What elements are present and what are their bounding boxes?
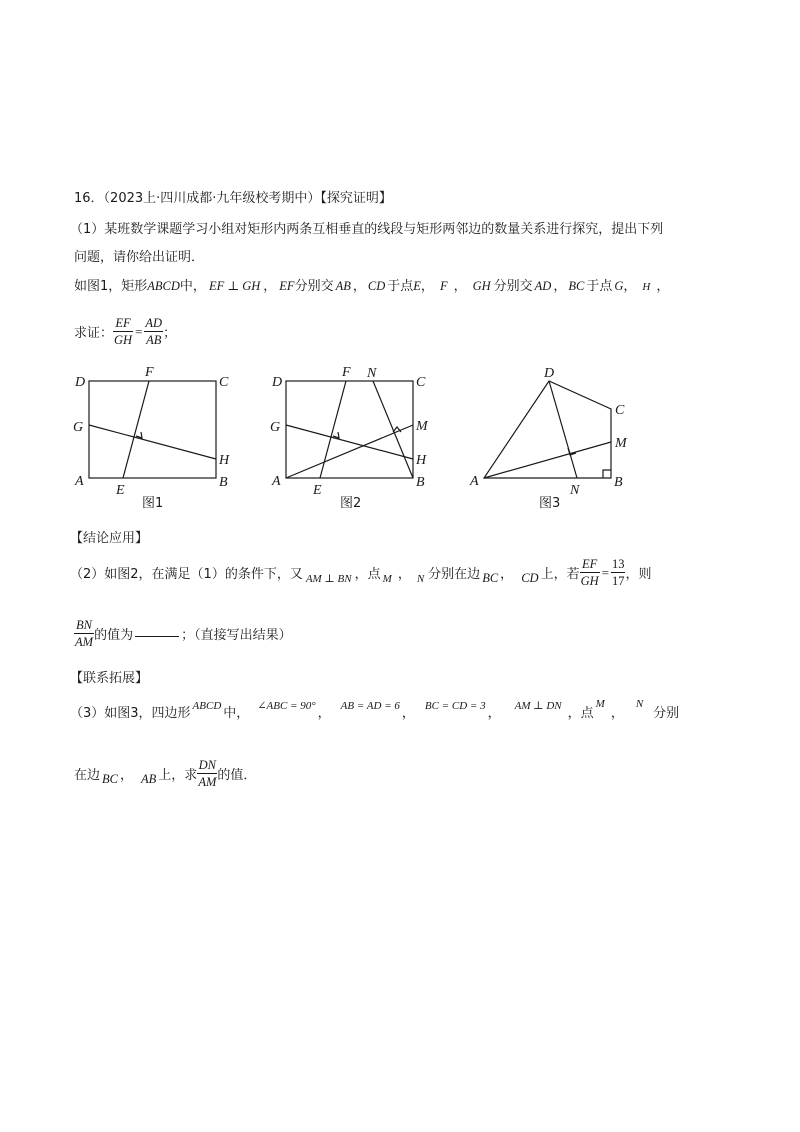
text: ， bbox=[487, 706, 501, 721]
fraction-dn-am bbox=[197, 758, 217, 789]
text: 分别交 bbox=[493, 279, 533, 294]
text: ， bbox=[401, 706, 415, 721]
text: 于点 bbox=[387, 279, 414, 294]
math-am-perp-dn: AM ⊥ DN bbox=[514, 700, 562, 712]
text: ， bbox=[397, 567, 411, 582]
text: ，点 bbox=[354, 567, 381, 582]
fraction-numerator: 13 bbox=[611, 557, 625, 571]
fig1-caption: 图1 bbox=[142, 496, 164, 511]
figure-1 bbox=[89, 381, 216, 478]
fig2-label-f: F bbox=[342, 365, 351, 380]
text: ， bbox=[420, 279, 434, 294]
math-abcd: ABCD bbox=[192, 700, 222, 712]
math-ab: AB bbox=[141, 772, 157, 786]
fig1-segment-ef bbox=[123, 381, 149, 478]
fraction-13-17 bbox=[611, 557, 626, 588]
part3-line1 bbox=[70, 698, 679, 721]
text: 上，求 bbox=[158, 768, 198, 783]
fig2-label-n: N bbox=[367, 366, 377, 381]
math-n: N bbox=[416, 573, 425, 585]
text: 中， bbox=[179, 279, 206, 294]
math-cd: CD bbox=[367, 279, 386, 293]
text: ， bbox=[500, 567, 514, 582]
math-gh: GH bbox=[472, 279, 491, 293]
text: ； bbox=[163, 326, 177, 341]
text: 上，若 bbox=[540, 567, 580, 582]
text: ， bbox=[120, 768, 134, 783]
fig1-label-a: A bbox=[75, 474, 84, 489]
math-ef-perp-gh: EF ⊥ GH bbox=[208, 279, 261, 293]
section-heading-extend: 【联系拓展】 bbox=[70, 671, 149, 686]
fig2-label-a: A bbox=[272, 474, 281, 489]
part3-line2 bbox=[74, 758, 256, 789]
fraction-denominator: GH bbox=[114, 333, 133, 347]
fig3-right-angle-mark-b bbox=[603, 470, 611, 478]
text: ， bbox=[352, 279, 366, 294]
fig3-segment-am bbox=[484, 442, 611, 478]
math-h: H bbox=[642, 281, 651, 293]
math-ab: AB bbox=[335, 279, 351, 293]
fraction-numerator: BN bbox=[74, 618, 94, 634]
fraction-bn-am bbox=[74, 618, 94, 649]
figure-2 bbox=[286, 381, 413, 478]
math-e: E bbox=[413, 279, 421, 293]
part1-intro-line2: 问题，请你给出证明． bbox=[74, 250, 205, 265]
fraction-denominator: AM bbox=[75, 635, 94, 649]
fig2-label-d: D bbox=[272, 375, 283, 390]
fig3-segment-dn bbox=[549, 381, 577, 478]
text: ；（直接写出结果） bbox=[181, 628, 292, 643]
text: ，点 bbox=[567, 706, 594, 721]
fig1-label-f: F bbox=[145, 365, 154, 380]
fig2-segment-bn bbox=[373, 381, 413, 478]
text: 分别 bbox=[653, 706, 680, 721]
fraction-numerator: DN bbox=[198, 758, 217, 772]
math-n: N bbox=[635, 698, 644, 710]
fraction-ef-gh bbox=[580, 557, 600, 588]
fig2-segment-ef bbox=[320, 381, 346, 478]
text: ， bbox=[263, 279, 277, 294]
math-ab-ad: AB = AD = 6 bbox=[340, 700, 400, 712]
problem-source: （2023上·四川成都·九年级校考期中） bbox=[103, 191, 321, 206]
part2-line1 bbox=[70, 557, 652, 588]
fig3-caption: 图3 bbox=[539, 496, 561, 511]
fraction-denominator: AM bbox=[198, 775, 217, 789]
fraction-numerator: EF bbox=[113, 316, 133, 332]
math-bc-cd: BC = CD = 3 bbox=[424, 700, 486, 712]
math-angle-abc: ∠ABC = 90° bbox=[257, 700, 316, 712]
math-am-perp-bn: AM ⊥ BN bbox=[305, 573, 352, 585]
text: ， bbox=[610, 706, 624, 721]
fig2-right-angle-mark-1 bbox=[333, 432, 339, 438]
text: （2）如图2，在满足（1）的条件下，又 bbox=[70, 567, 303, 582]
text: 的值． bbox=[217, 768, 257, 783]
fig1-label-e: E bbox=[116, 483, 125, 498]
fig3-label-d: D bbox=[544, 366, 555, 381]
fig2-label-e: E bbox=[313, 483, 322, 498]
math-bc: BC bbox=[482, 571, 499, 585]
fig1-label-h: H bbox=[219, 453, 230, 468]
fig1-label-b: B bbox=[219, 475, 228, 490]
text: 在边 bbox=[74, 768, 101, 783]
section-heading-apply: 【结论应用】 bbox=[70, 531, 149, 546]
fig3-label-m: M bbox=[615, 436, 627, 451]
fig2-label-h: H bbox=[416, 453, 427, 468]
text: 中， bbox=[223, 706, 250, 721]
fig3-label-b: B bbox=[614, 475, 623, 490]
text: （3）如图3，四边形 bbox=[70, 706, 191, 721]
text: 分别交 bbox=[294, 279, 334, 294]
text: ， bbox=[656, 279, 670, 294]
fig2-caption: 图2 bbox=[340, 496, 362, 511]
math-m: M bbox=[595, 698, 605, 710]
fig1-label-c: C bbox=[219, 375, 229, 390]
answer-blank[interactable] bbox=[135, 624, 179, 637]
equals-sign: = bbox=[135, 323, 143, 339]
math-f: F bbox=[439, 279, 448, 293]
math-bc: BC bbox=[102, 772, 118, 786]
prove-label: 求证： bbox=[74, 326, 114, 341]
text: ， bbox=[317, 706, 331, 721]
math-abcd: ABCD bbox=[147, 279, 180, 293]
section-heading-explore: 【探究证明】 bbox=[320, 191, 392, 206]
fraction-numerator: EF bbox=[580, 557, 600, 573]
fraction-denominator: AB bbox=[146, 333, 162, 347]
math-g: G bbox=[614, 279, 624, 293]
math-m: M bbox=[382, 573, 392, 585]
fig1-label-d: D bbox=[75, 375, 86, 390]
fig3-label-n: N bbox=[570, 483, 580, 498]
math-bc: BC bbox=[568, 279, 585, 293]
text: 的值为 bbox=[94, 628, 134, 643]
text: 于点 bbox=[586, 279, 613, 294]
fig1-segment-gh bbox=[89, 425, 216, 459]
fig2-label-m: M bbox=[416, 419, 428, 434]
part2-line2 bbox=[74, 618, 292, 649]
math-ad: AD bbox=[534, 279, 552, 293]
figure-3 bbox=[484, 381, 611, 478]
part1-intro-line1: （1）某班数学课题学习小组对矩形内两条互相垂直的线段与矩形两邻边的数量关系进行探究，提出下列 bbox=[70, 222, 664, 237]
text: 如图1，矩形 bbox=[74, 279, 148, 294]
text: ， bbox=[553, 279, 567, 294]
fig1-right-angle-mark bbox=[136, 432, 142, 438]
text: ， bbox=[453, 279, 467, 294]
math-ef: EF bbox=[279, 279, 295, 293]
fig3-label-a: A bbox=[470, 474, 479, 489]
fraction-denominator: GH bbox=[580, 574, 599, 588]
fraction-denominator: 17 bbox=[611, 574, 625, 588]
fig1-label-g: G bbox=[73, 420, 84, 435]
fig2-label-b: B bbox=[416, 475, 425, 490]
text: ，则 bbox=[625, 567, 652, 582]
text: ， bbox=[623, 279, 637, 294]
fraction-numerator: AD bbox=[145, 316, 163, 330]
equals-sign: = bbox=[601, 564, 609, 580]
problem-number: 16． bbox=[74, 191, 104, 206]
text: 分别在边 bbox=[428, 567, 481, 582]
fig2-label-c: C bbox=[416, 375, 426, 390]
math-cd: CD bbox=[521, 571, 539, 585]
fig3-label-c: C bbox=[615, 403, 625, 418]
fig3-quadrilateral bbox=[484, 381, 611, 478]
fig2-label-g: G bbox=[270, 420, 281, 435]
